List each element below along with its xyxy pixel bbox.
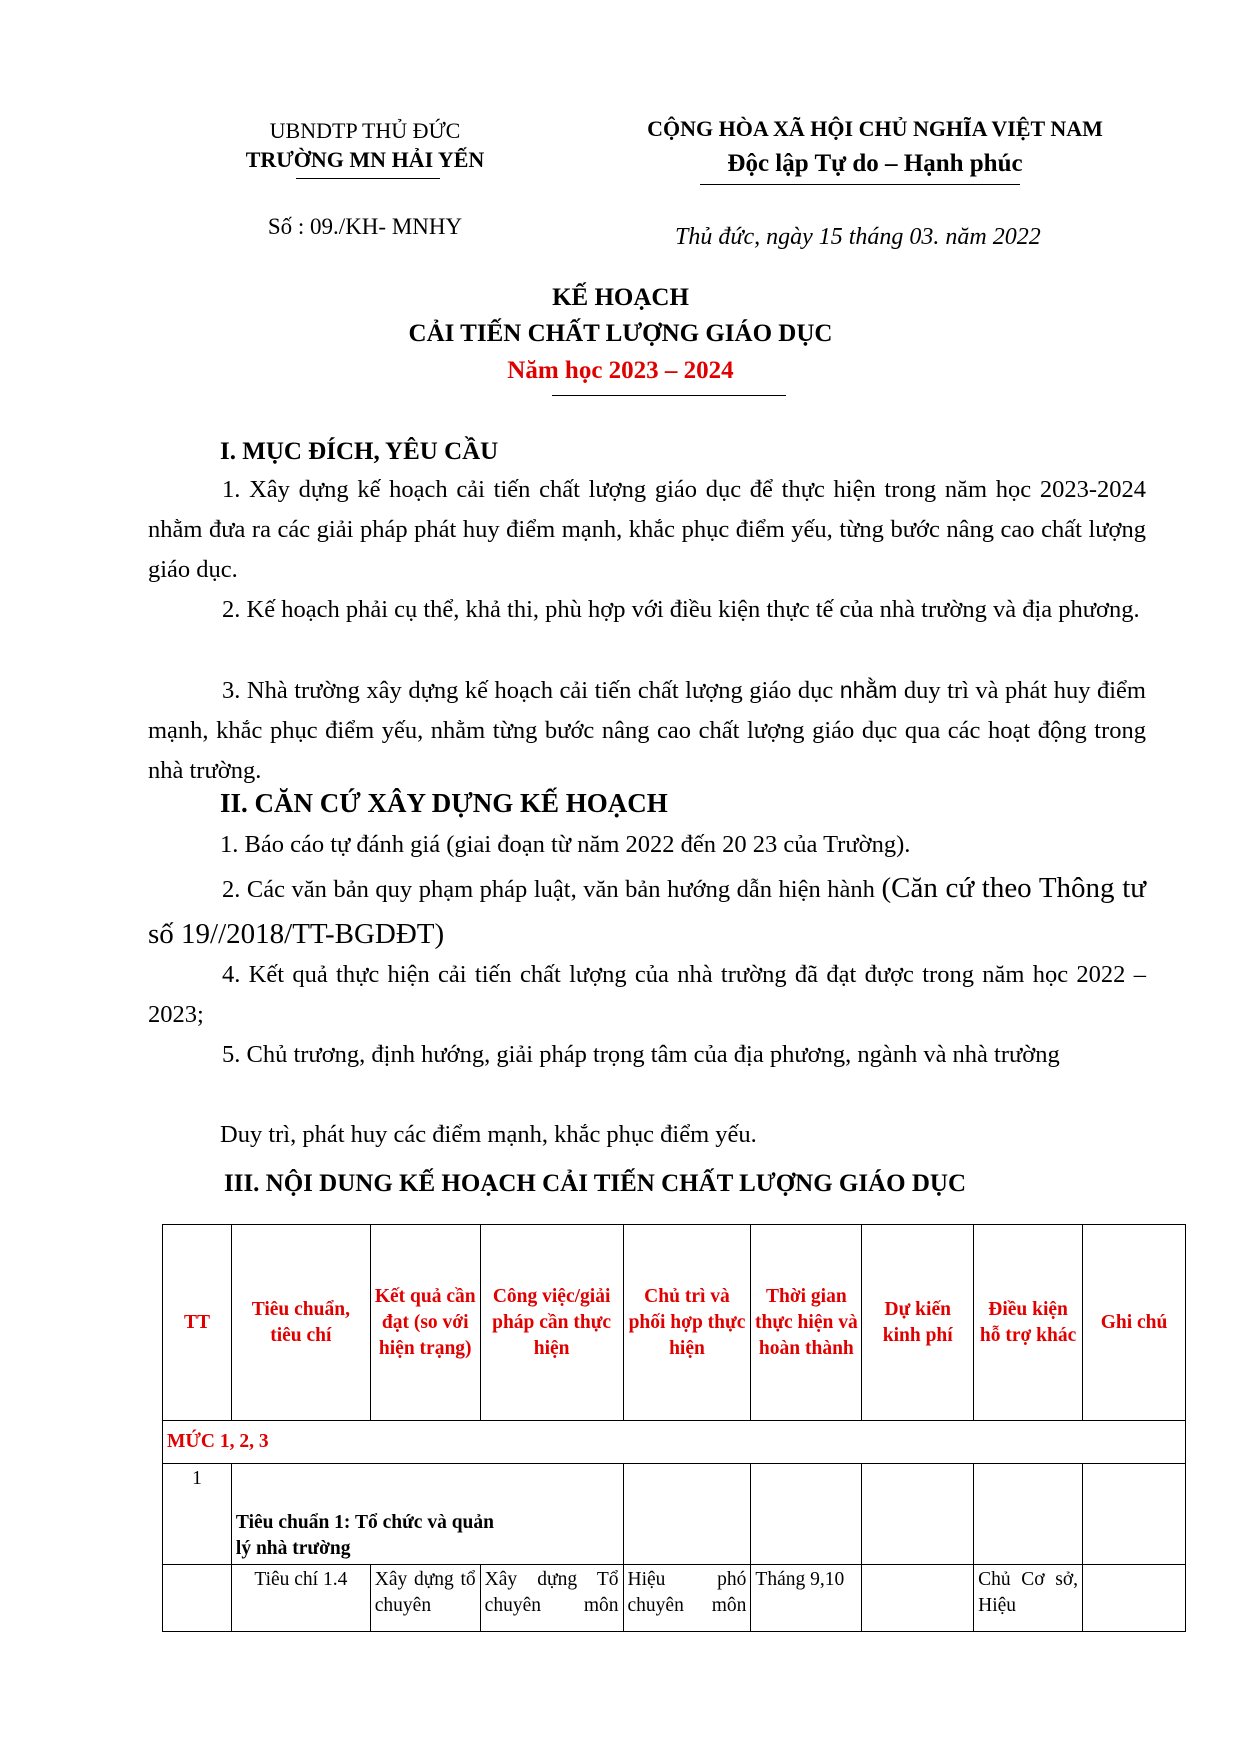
col-header-result: Kết quả cần đạt (so với hiện trạng) xyxy=(370,1225,480,1421)
level-label: MỨC 1, 2, 3 xyxy=(163,1421,1186,1464)
cell-time: Tháng 9,10 xyxy=(751,1565,862,1632)
cell-result: Xây dựng tổ chuyên xyxy=(370,1565,480,1632)
nation-line2: Độc lập Tự do – Hạnh phúc xyxy=(727,150,1023,177)
section2-p2 xyxy=(148,866,1146,958)
col-header-tt: TT xyxy=(163,1225,232,1421)
section1-heading: I. MỤC ĐÍCH, YÊU CẦU xyxy=(220,438,499,465)
table-row xyxy=(163,1464,1186,1565)
school-year: Năm học 2023 – 2024 xyxy=(507,357,734,384)
col-header-time: Thời gian thực hiện và hoàn thành xyxy=(751,1225,862,1421)
col-header-support: Điều kiện hỗ trợ khác xyxy=(974,1225,1083,1421)
section1-p2: 2. Kế hoạch phải cụ thể, khả thi, phù hợp với điều kiện thực tế của nhà trường và địa phương. xyxy=(222,596,1140,623)
title-line2: CẢI TIẾN CHẤT LƯỢNG GIÁO DỤC xyxy=(408,320,833,347)
section2-p1: 1. Báo cáo tự đánh giá (giai đoạn từ năm 2022 đến 20 23 của Trường). xyxy=(220,831,911,858)
col-header-budget: Dự kiến kinh phí xyxy=(862,1225,974,1421)
col-header-lead: Chủ trì và phối hợp thực hiện xyxy=(623,1225,751,1421)
section1-p3-c: duy trì và phát huy điểm mạnh, khắc phục điểm yếu, nhằm từng bước nâng cao chất lượng giáo dục qua các hoạt động trong nhà trường. xyxy=(148,677,1146,784)
cell-note xyxy=(1083,1565,1186,1632)
cell-task: Xây dựng Tổ chuyên môn xyxy=(480,1565,623,1632)
col-header-standard: Tiêu chuẩn, tiêu chí xyxy=(231,1225,370,1421)
cell-lead: Hiệu phó chuyên môn xyxy=(623,1565,751,1632)
section2-p4: 5. Chủ trương, định hướng, giải pháp trọng tâm của địa phương, ngành và nhà trường xyxy=(222,1041,1060,1068)
section1-p3-a: 3. Nhà trường xây dựng kế hoạch cải tiến chất lượng giáo dục xyxy=(222,677,840,704)
org-line1: UBNDTP THỦ ĐỨC xyxy=(269,118,461,143)
cell-empty xyxy=(862,1464,974,1565)
doc-number: Số : 09./KH- MNHY xyxy=(267,214,463,239)
nation-line1: CỘNG HÒA XÃ HỘI CHỦ NGHĨA VIỆT NAM xyxy=(647,116,1103,141)
document-date: Thủ đức, ngày 15 tháng 03. năm 2022 xyxy=(675,224,1041,250)
cell-tt: 1 xyxy=(163,1464,232,1565)
section3-heading: III. NỘI DUNG KẾ HOẠCH CẢI TIẾN CHẤT LƯỢNG GIÁO DỤC xyxy=(224,1170,966,1197)
section1-p1: 1. Xây dựng kế hoạch cải tiến chất lượng giáo dục để thực hiện trong năm học 2023-2024 nhằm đưa ra các giải pháp phát huy điểm mạnh, khắc phục điểm yếu, từng bước nâng cao chất lượng giáo dục. xyxy=(148,476,1146,583)
col-header-task: Công việc/giải pháp cần thực hiện xyxy=(480,1225,623,1421)
section2-p2-b: (Căn cứ theo Thông tư số 19//2018/TT-BGDĐT) xyxy=(148,872,1146,950)
col-header-note: Ghi chú xyxy=(1083,1225,1186,1421)
section1-p3-b: nhằm xyxy=(839,677,898,703)
table-row xyxy=(163,1565,1186,1632)
cell-empty xyxy=(623,1464,751,1565)
org-line2: TRƯỜNG MN HẢI YẾN xyxy=(245,147,485,172)
cell-empty xyxy=(163,1565,232,1632)
nation-underline xyxy=(700,184,1020,185)
table-header-row xyxy=(163,1225,1186,1421)
cell-budget xyxy=(862,1565,974,1632)
table-row-level xyxy=(163,1421,1186,1464)
cell-empty xyxy=(974,1464,1083,1565)
section2-p2-a: 2. Các văn bản quy phạm pháp luật, văn bản hướng dẫn hiện hành xyxy=(222,876,882,903)
cell-empty xyxy=(1083,1464,1186,1565)
title-underline xyxy=(552,395,786,396)
cell-criterion: Tiêu chí 1.4 xyxy=(231,1565,370,1632)
cell-support: Chủ Cơ sở, Hiệu xyxy=(974,1565,1083,1632)
improvement-plan-table xyxy=(162,1224,1186,1632)
section1-p3 xyxy=(148,670,1146,791)
cell-standard: Tiêu chuẩn 1: Tổ chức và quản lý nhà trường xyxy=(231,1464,623,1565)
section2-p3: 4. Kết quả thực hiện cải tiến chất lượng của nhà trường đã đạt được trong năm học 2022 – 2023; xyxy=(148,961,1146,1028)
section2-heading: II. CĂN CỨ XÂY DỰNG KẾ HOẠCH xyxy=(220,788,668,818)
cell-empty xyxy=(751,1464,862,1565)
section2-p5: Duy trì, phát huy các điểm mạnh, khắc phục điểm yếu. xyxy=(220,1121,757,1148)
title-line1: KẾ HOẠCH xyxy=(552,284,689,311)
org-underline xyxy=(296,178,440,179)
